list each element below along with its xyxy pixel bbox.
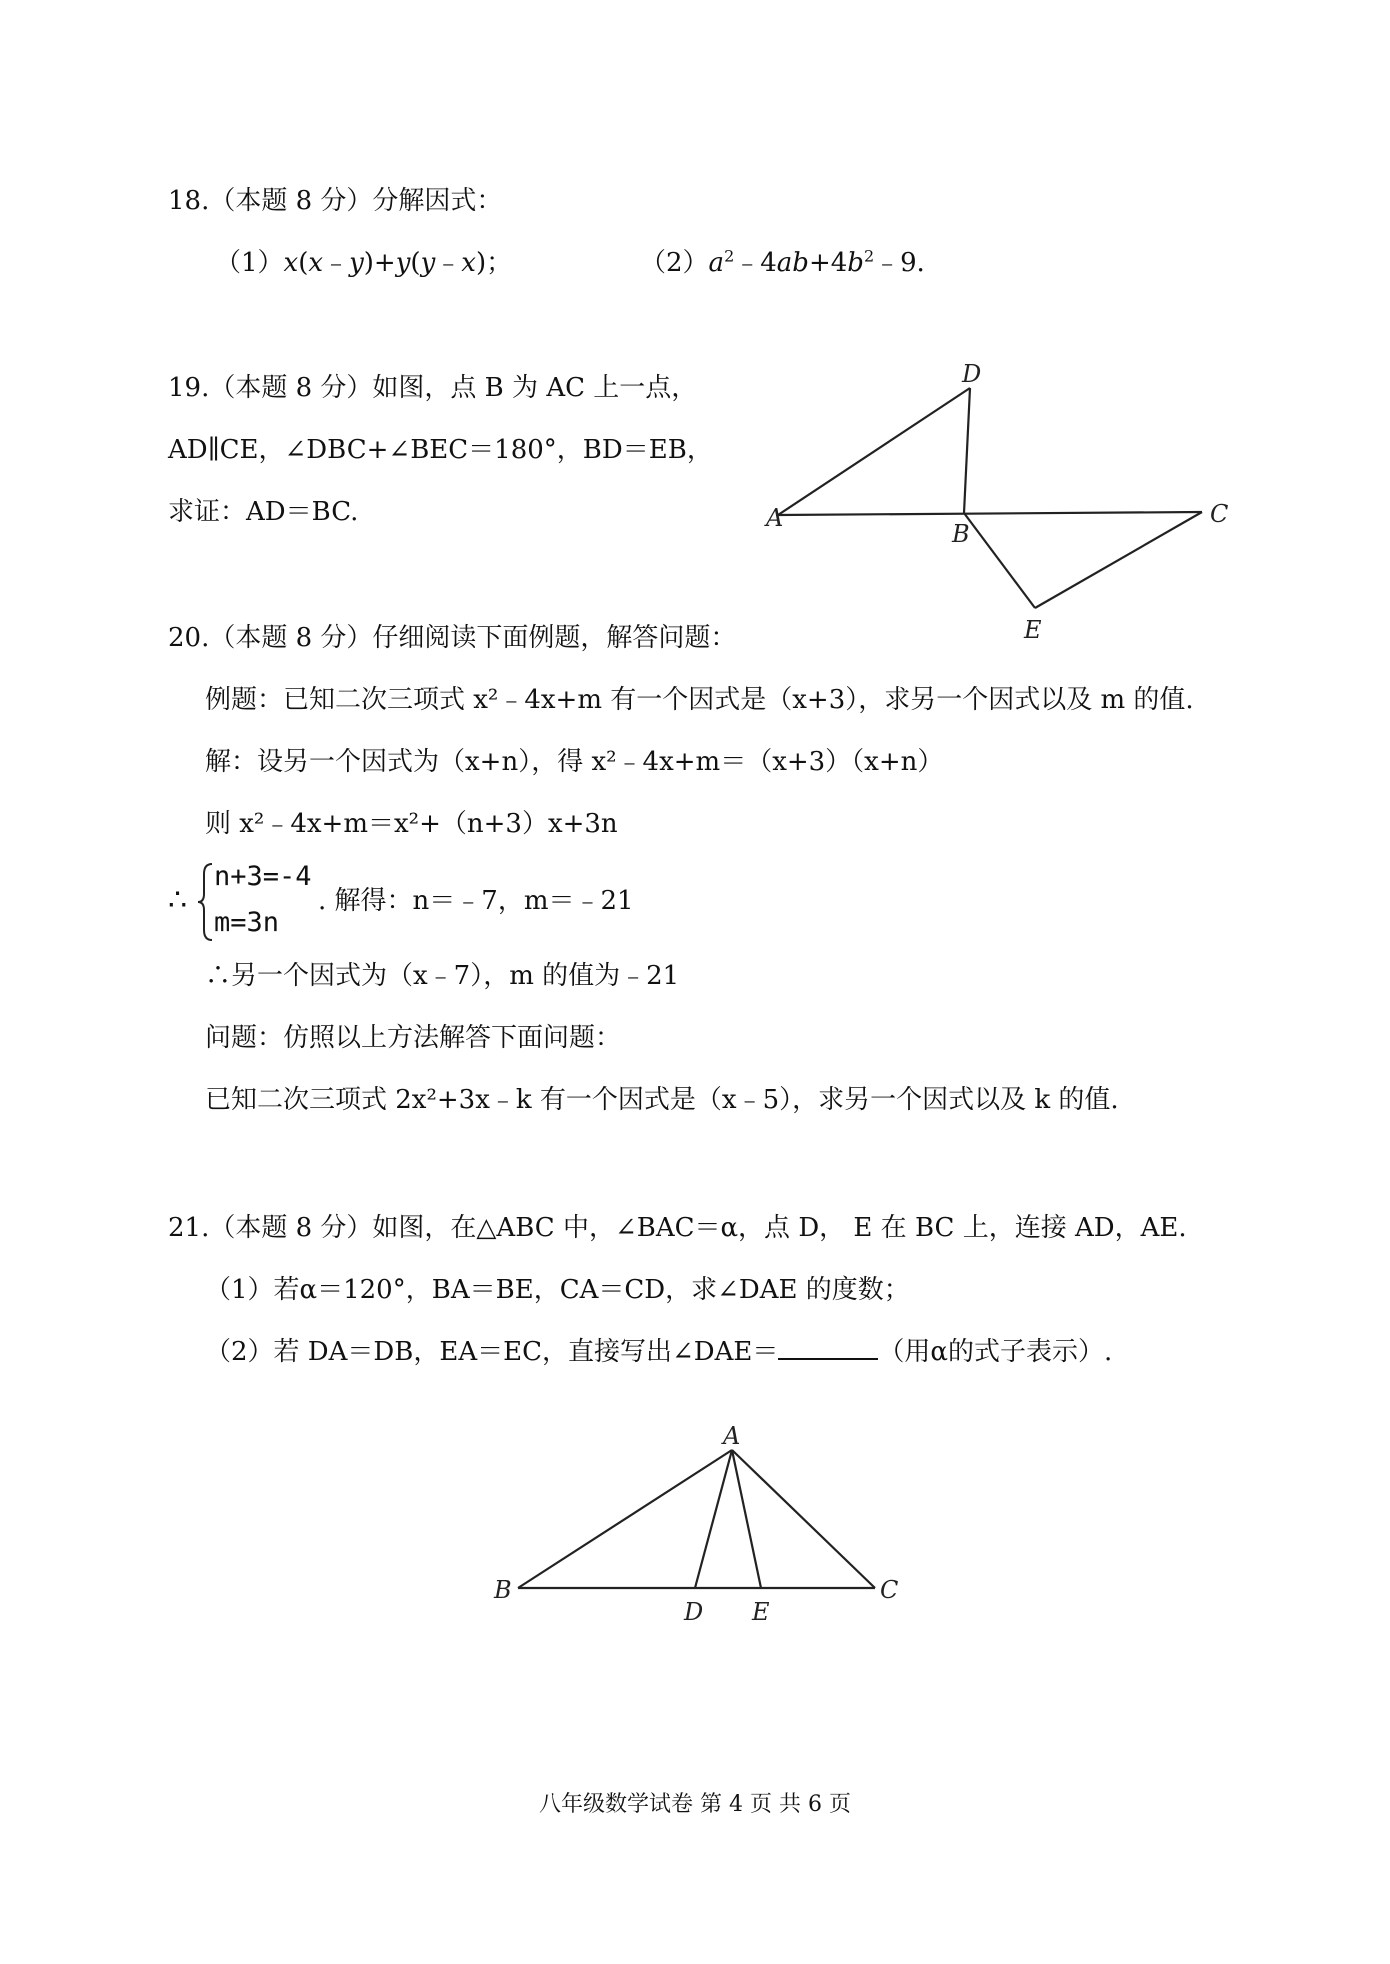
system-equation-2: m=3n	[214, 907, 280, 938]
label-e: E	[1024, 616, 1042, 644]
q20-solved-values: . 解得：n＝﹣7，m＝﹣21	[318, 886, 634, 916]
q20-heading: 20.（本题 8 分）仔细阅读下面例题，解答问题：	[168, 623, 737, 653]
q18-part2: $(2)a^2﹣4ab+4b^2﹣9$．	[640, 246, 943, 278]
q20-problem-heading: 问题：仿照以上方法解答下面问题：	[205, 1023, 622, 1053]
q19-line2: AD∥CE，∠DBC+∠BEC＝180°，BD＝EB，	[168, 435, 713, 465]
q20-example: 例题：已知二次三项式 x²﹣4x+m 有一个因式是（x+3），求另一个因式以及 m 的值.	[205, 685, 1194, 715]
q20-problem: 已知二次三项式 2x²+3x﹣k 有一个因式是（x﹣5），求另一个因式以及 k 的值.	[205, 1085, 1119, 1115]
segment-ac	[778, 512, 1202, 515]
segment-ae	[732, 1450, 761, 1588]
label-e: E	[752, 1598, 770, 1626]
label-a: A	[766, 504, 784, 532]
label-c: C	[1210, 500, 1229, 528]
q18-part1: （1）x(x﹣y)+y(y﹣x)；	[215, 248, 513, 278]
system-equation-1: n+3=-4	[214, 861, 312, 892]
q21-figure	[480, 1420, 920, 1630]
q21-part2: （2）若 DA＝DB，EA＝EC，直接写出∠DAE＝ （用α的式子表示）.	[205, 1334, 1112, 1370]
label-d: D	[684, 1598, 704, 1626]
q21-part1: （1）若α＝120°，BA＝BE，CA＝CD，求∠DAE 的度数；	[205, 1275, 910, 1305]
segment-be	[964, 513, 1035, 608]
q20-solution-line2: 则 x²﹣4x+m＝x²+（n+3）x+3n	[205, 809, 618, 839]
q19-figure	[740, 360, 1240, 650]
page-footer: 八年级数学试卷 第 4 页 共 6 页	[539, 1792, 851, 1817]
q20-conclusion: ∴另一个因式为（x﹣7），m 的值为﹣21	[205, 961, 680, 991]
q19-line1: 19.（本题 8 分）如图，点 B 为 AC 上一点，	[168, 373, 698, 403]
segment-ec	[1035, 512, 1202, 608]
label-b: B	[494, 1576, 512, 1604]
segment-ac	[732, 1450, 875, 1588]
segment-ad	[778, 388, 970, 515]
label-d: D	[962, 360, 982, 388]
answer-blank	[778, 1334, 878, 1360]
label-b: B	[952, 520, 970, 548]
q20-solution-line1: 解：设另一个因式为（x+n），得 x²﹣4x+m＝（x+3）（x+n）	[205, 747, 944, 777]
system-brace	[196, 862, 216, 942]
q21-heading: 21.（本题 8 分）如图，在△ABC 中，∠BAC＝α，点 D， E 在 BC 上，连接 AD，AE.	[168, 1213, 1187, 1243]
label-a: A	[723, 1422, 741, 1450]
q18-heading: 18.（本题 8 分）分解因式：	[168, 186, 503, 216]
therefore-symbol: ∴	[168, 883, 188, 918]
segment-db	[964, 388, 970, 513]
label-c: C	[880, 1576, 899, 1604]
q19-line3: 求证：AD＝BC.	[168, 497, 359, 527]
